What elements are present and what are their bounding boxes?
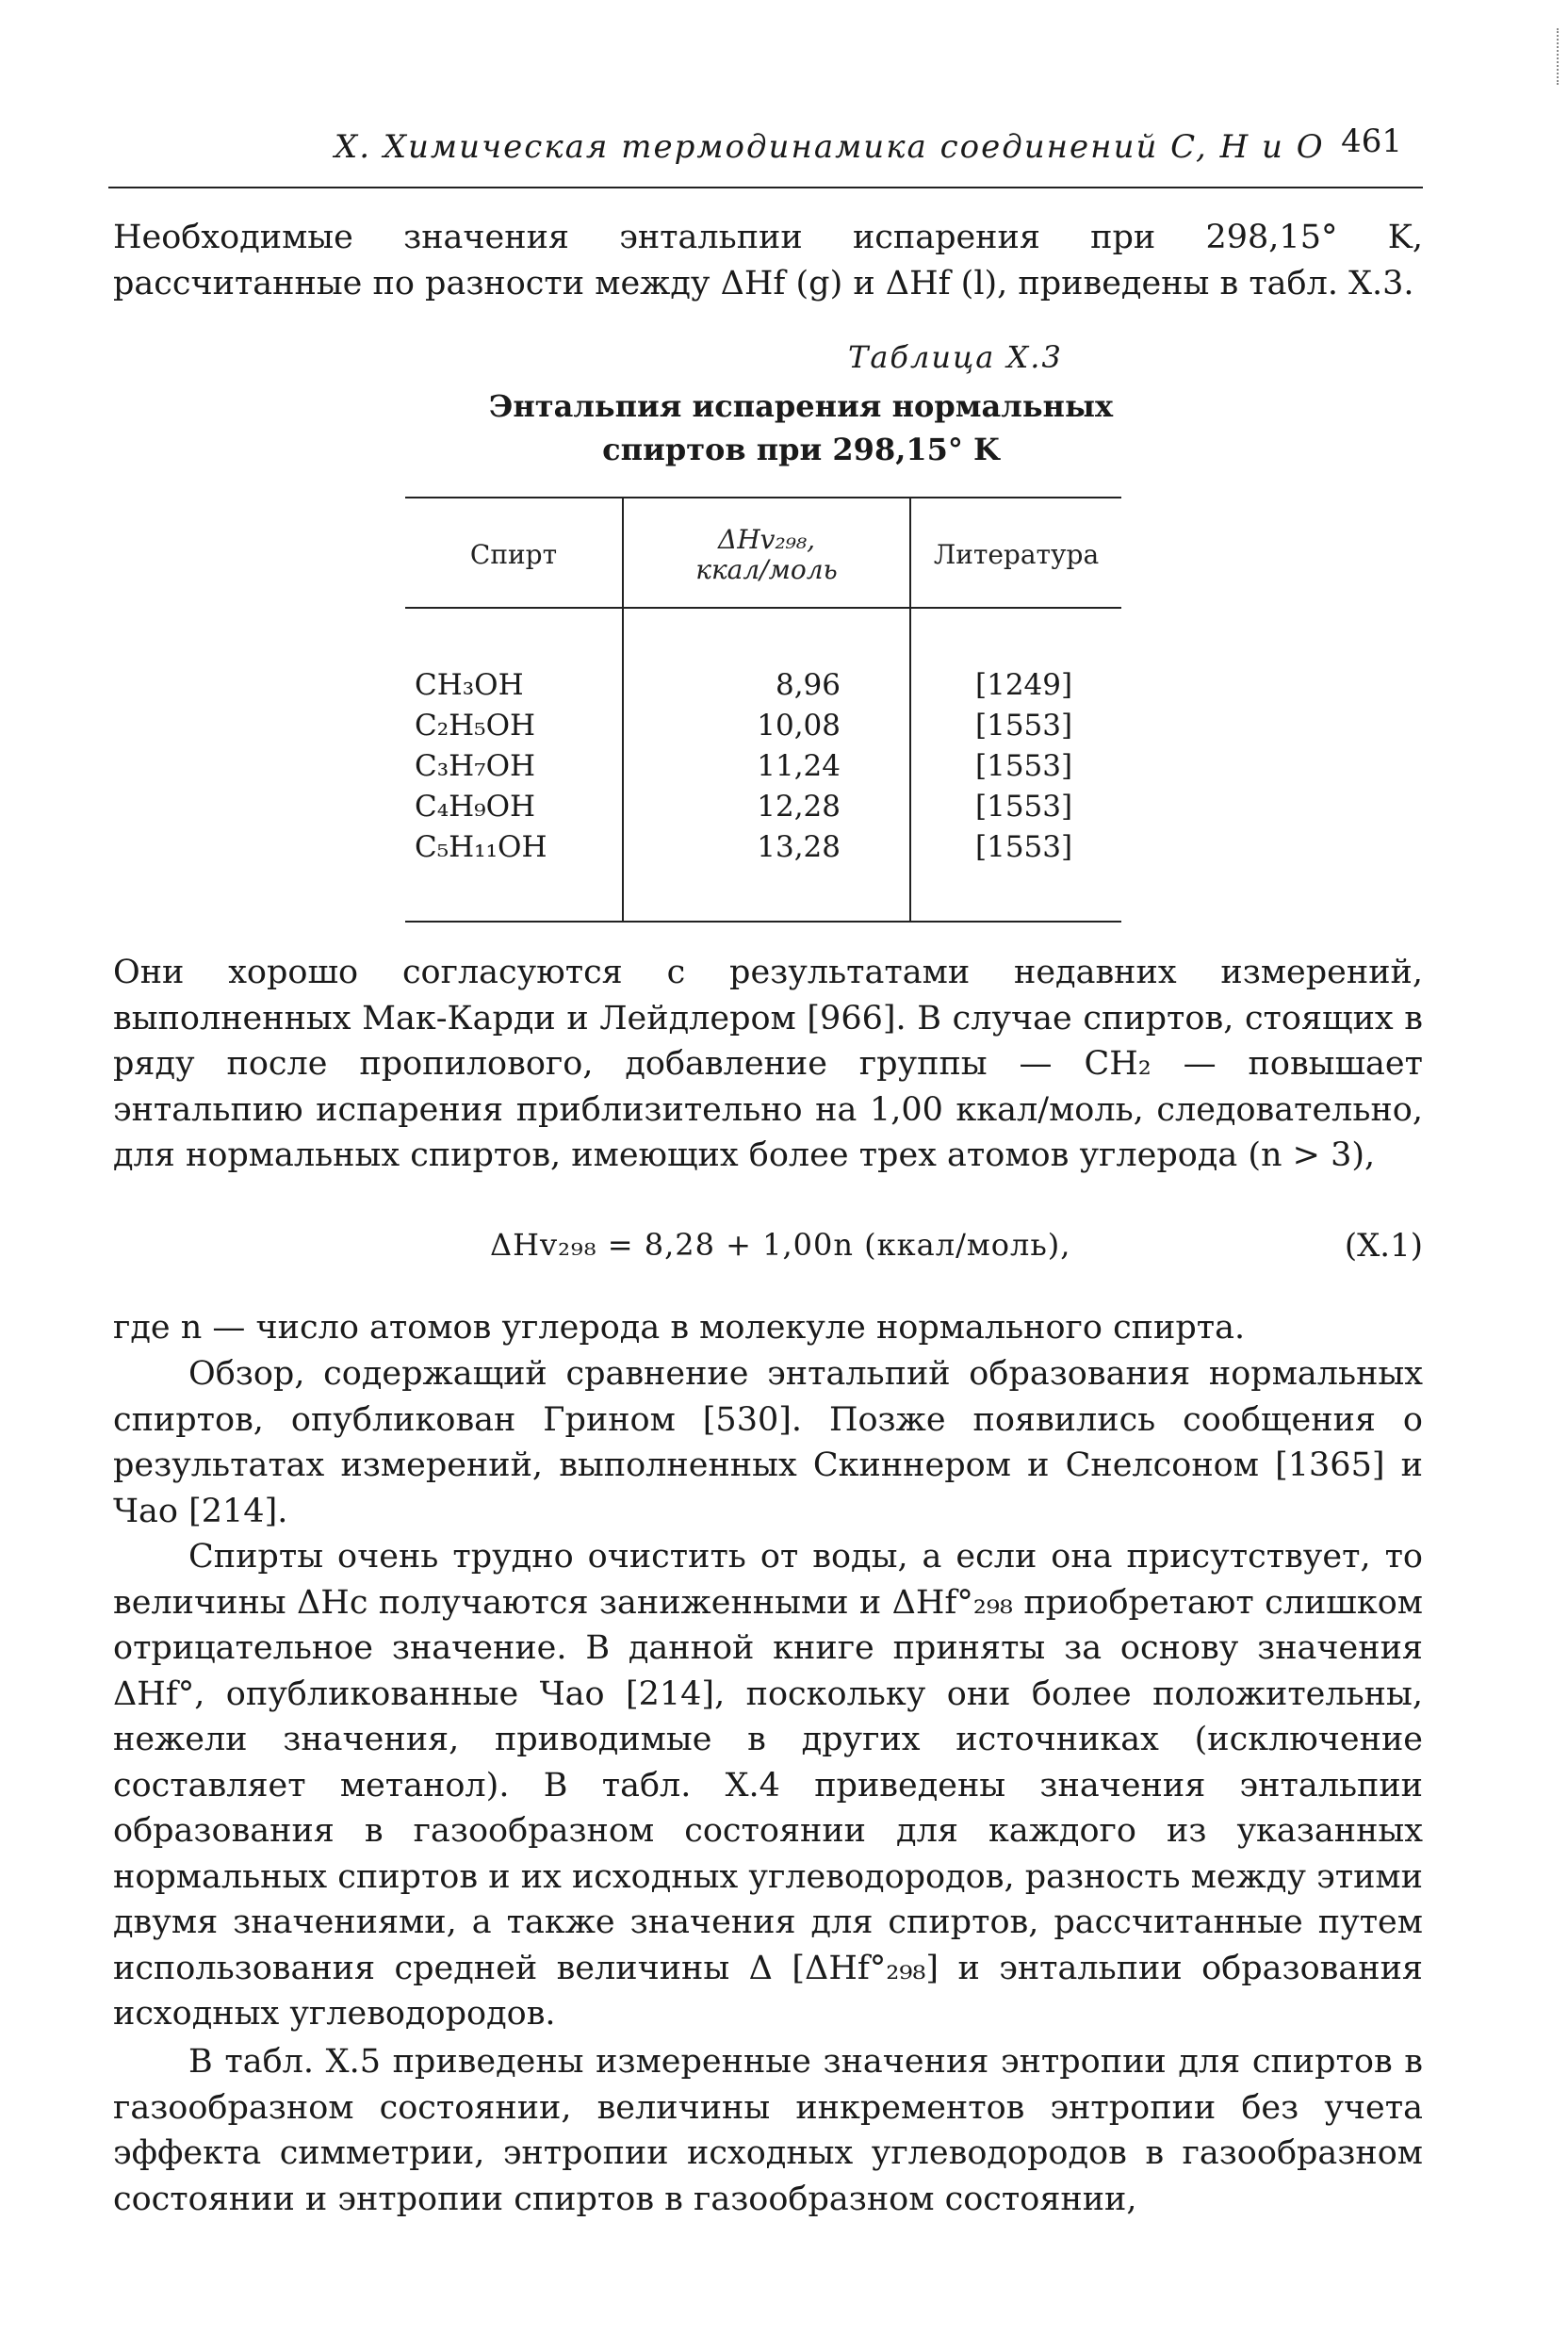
table-caption: Таблица X.3: [848, 339, 1063, 375]
margin-dots: [1557, 28, 1560, 85]
table-cell-alcohol: CH₃OH: [415, 668, 524, 702]
header-enthalpy-unit: ккал/моль: [695, 554, 838, 585]
page-number: 461: [1341, 122, 1402, 160]
paragraph-where: где n — число атомов углерода в молекуле нормального спирта.: [113, 1309, 1246, 1347]
equation-x1: [113, 1227, 1423, 1274]
header-rule: [405, 607, 1121, 609]
table-cell-alcohol: C₄H₉OH: [415, 790, 536, 824]
table-title: [396, 384, 1206, 471]
table-cell-alcohol: C₅H₁₁OH: [415, 830, 547, 864]
table-cell-value: 11,24: [757, 749, 841, 783]
header-enthalpy-symbol: ΔHv₂₉₈,: [717, 524, 816, 555]
table-title-line-1: Энтальпия испарения нормальных: [488, 388, 1114, 424]
table-cell-value: 10,08: [757, 709, 841, 743]
table-title-line-2: спиртов при 298,15° K: [602, 432, 1000, 467]
running-header: [108, 121, 1423, 188]
enthalpy-table: [405, 497, 1121, 923]
header-alcohol: Спирт: [469, 539, 558, 570]
paragraph-review: Обзор, содержащий сравнение энтальпий образования нормальных спиртов, опубликован Грином [530]. Позже появились сообщения о результатах измерений, выполненных Скиннером и Снелсоном [1365] и Чао [214].: [113, 1355, 1423, 1530]
header-literature: Литература: [933, 539, 1100, 570]
equation-text: ΔHv₂₉₈ = 8,28 + 1,00n (ккал/моль),: [490, 1227, 1071, 1263]
table-cell-reference: [1553]: [975, 709, 1073, 743]
table-cell-alcohol: C₃H₇OH: [415, 749, 536, 783]
paragraph-agreement: Они хорошо согласуются с результатами недавних измерений, выполненных Мак-Карди и Лейдлером [966]. В случае спиртов, стоящих в ряду после пропилового, добавление группы — CH₂ — повышает энтальпию испарения приблизительно на 1,00 ккал/моль, следовательно, для нормальных спиртов, имеющих более трех атомов углерода (n > 3),: [113, 954, 1423, 1174]
table-cell-reference: [1553]: [975, 830, 1073, 864]
table-cell-reference: [1553]: [975, 749, 1073, 783]
equation-number: (X.1): [1344, 1227, 1423, 1265]
paragraph-alcohols: Спирты очень трудно очистить от воды, а если она присутствует, то величины ΔHc получаются заниженными и ΔHf°₂₉₈ приобретают слишком отрицательное значение. В данной книге приняты за основу значения ΔHf°, опубликованные Чао [214], поскольку они более положительны, нежели значения, приводимые в других источниках (исключение составляет метанол). В табл. X.4 приведены значения энтальпии образования в газообразном состоянии для каждого из указанных нормальных спиртов и их исходных углеводородов, разность между этими двумя значениями, а также значения для спиртов, рассчитанные путем использования средней величины Δ [ΔHf°₂₉₈] и энтальпии образования исходных углеводородов.: [113, 1538, 1423, 2033]
paragraph-table5: В табл. X.5 приведены измеренные значения энтропии для спиртов в газообразном состоянии, величины инкрементов энтропии без учета эффекта симметрии, энтропии исходных углеводородов в газообразном состоянии и энтропии спиртов в газообразном состоянии,: [113, 2043, 1423, 2218]
header-enthalpy: [624, 525, 909, 585]
intro-paragraph: Необходимые значения энтальпии испарения при 298,15° K, рассчитанные по разности между ΔHf (g) и ΔHf (l), приведены в табл. X.3.: [113, 219, 1423, 302]
table-cell-value: 13,28: [757, 830, 841, 864]
table-cell-reference: [1553]: [975, 790, 1073, 824]
table-cell-reference: [1249]: [975, 668, 1073, 702]
header-title: X. Химическая термодинамика соединений C, H и O: [335, 128, 1325, 166]
table-cell-value: 12,28: [757, 790, 841, 824]
table-cell-alcohol: C₂H₅OH: [415, 709, 536, 743]
table-cell-value: 8,96: [775, 668, 841, 702]
